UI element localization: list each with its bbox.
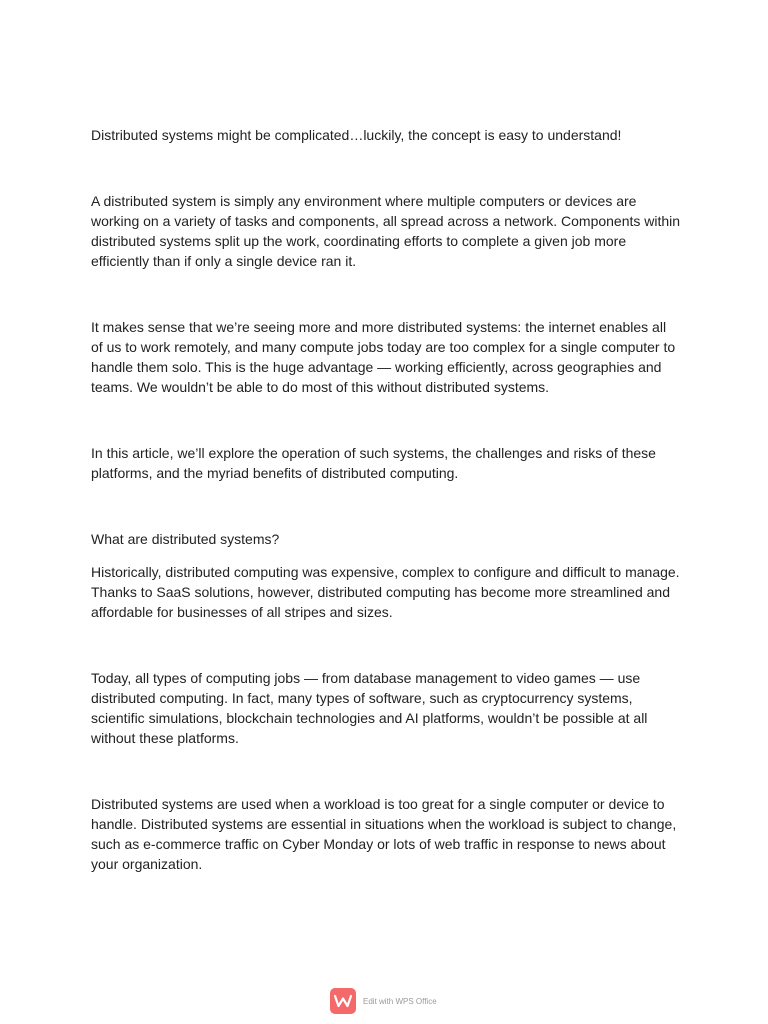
paragraph-today: Today, all types of computing jobs — from database management to video games — use distributed computing. In fact, many types of software, such as cryptocurrency systems, scientific simulations, blockchain technologies and AI platforms, wouldn’t be possible at all without these platforms. [91, 670, 648, 746]
wps-footer[interactable] [330, 987, 437, 1015]
wps-w-glyph-icon [334, 994, 352, 1008]
paragraph-usage: Distributed systems are used when a workload is too great for a single computer or device to handle. Distributed systems are essential in situations when the workload is subject to change, such as e-commerce traffic on Cyber Monday or lots of web traffic in response to news about your organization. [91, 796, 677, 872]
paragraph-advantage: It makes sense that we’re seeing more and more distributed systems: the internet enables all of us to work remotely, and many compute jobs today are too complex for a single computer to handle them solo. This is the huge advantage — working efficiently, across geographies and teams. We wouldn’t be able to do most of this without distributed systems. [91, 319, 676, 395]
wps-office-logo-icon [330, 988, 356, 1014]
document-body [91, 125, 681, 874]
paragraph-history: Historically, distributed computing was expensive, complex to configure and difficult to manage. Thanks to SaaS solutions, however, distributed computing has become more streamlined and affordable for businesses of all stripes and sizes. [91, 564, 680, 620]
paragraph-definition: A distributed system is simply any environment where multiple computers or devices are working on a variety of tasks and components, all spread across a network. Components within distributed systems split up the work, coordinating efforts to complete a given job more efficiently than if only a single device ran it. [91, 193, 681, 269]
paragraph-article-scope: In this article, we’ll explore the operation of such systems, the challenges and risks of these platforms, and the myriad benefits of distributed computing. [91, 445, 656, 481]
paragraph-intro: Distributed systems might be complicated…luckily, the concept is easy to understand! [91, 127, 622, 143]
footer-edit-text: Edit with WPS Office [363, 996, 437, 1006]
section-heading: What are distributed systems? [91, 531, 280, 547]
